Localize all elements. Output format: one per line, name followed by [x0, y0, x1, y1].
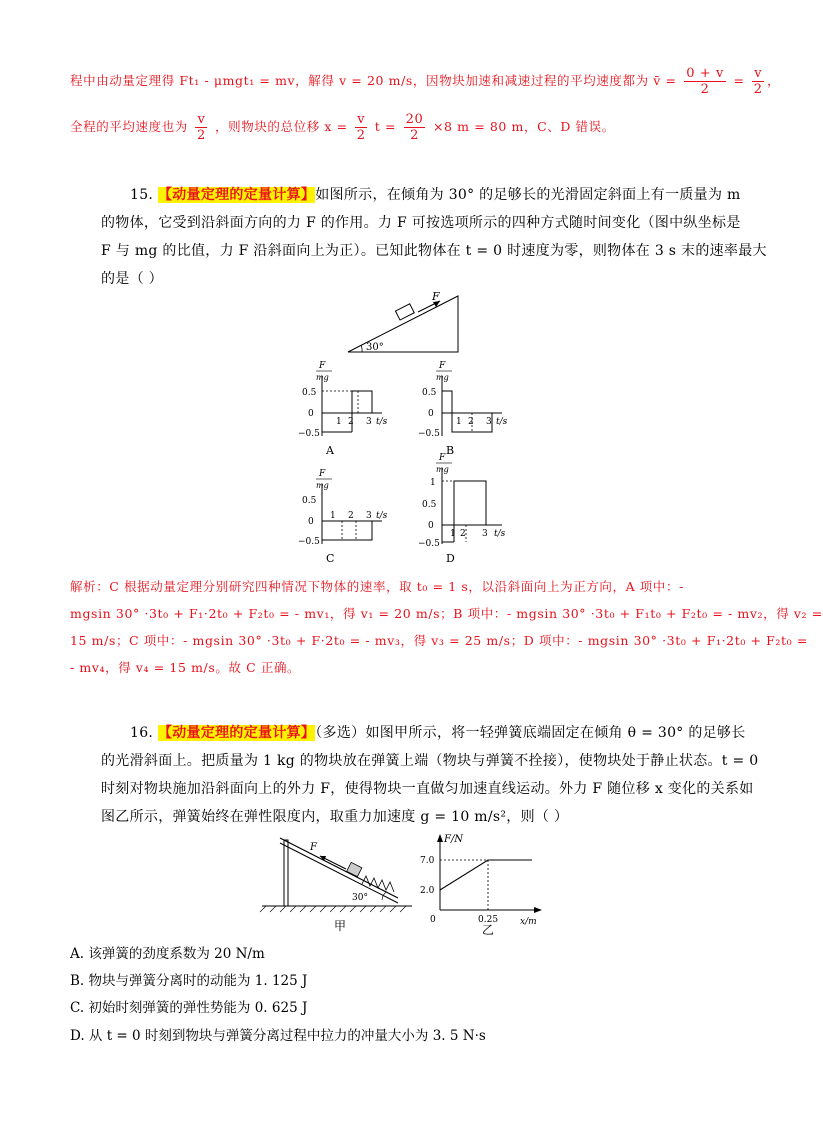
- tick-x: 2: [460, 529, 466, 539]
- fraction-numerator: 0 + v: [686, 66, 724, 81]
- equals-sign: =: [733, 73, 745, 88]
- prev-solution-line1-text: 程中由动量定理得 Ft₁ - μmgt₁ = mv，解得 v = 20 m/s，因物块加速和减速过程的平均速度都为: [70, 73, 649, 88]
- fraction-numerator: v: [197, 112, 206, 127]
- y-label-den: mg: [436, 373, 449, 382]
- tick-y: 0: [428, 521, 434, 531]
- angle-label: 30°: [352, 893, 368, 903]
- fig-label-yi: 乙: [482, 923, 495, 937]
- tick-y: 0.5: [422, 388, 437, 398]
- fraction-denominator: 2: [700, 82, 710, 97]
- tick-x: 2: [468, 417, 474, 427]
- prev-solution-line2: [70, 112, 615, 143]
- y-label-den: mg: [436, 465, 449, 474]
- incline-figure: [340, 290, 470, 358]
- q15-solution-line2: mgsin 30° ·3t₀ + F₁·2t₀ + F₂t₀ = - mv₁，得 v₁ = 20 m/s；B 项中：- mgsin 30° ·3t₀ + F₁t₀ + F₂t₀ = - mv₂，得 v₂ =: [70, 606, 823, 621]
- f-x-line: [440, 860, 532, 890]
- support-post: [284, 840, 288, 906]
- tick-x: 1: [330, 511, 336, 521]
- tick-y: −0.5: [418, 539, 440, 549]
- graph-label-c: C: [326, 552, 335, 565]
- tick-y: 1: [430, 478, 436, 488]
- fraction-numerator: 20: [405, 112, 424, 127]
- option-d: D. 从 t = 0 时刻到物块与弹簧分离过程中拉力的冲量大小为 3. 5 N·s: [70, 1028, 486, 1044]
- tick-x: 3: [482, 529, 488, 539]
- graph-b: [418, 361, 508, 457]
- q15-solution-line3: 15 m/s；C 项中：- mgsin 30° ·3t₀ + F·2t₀ = - mv₃，得 v₃ = 25 m/s；D 项中：- mgsin 30° ·3t₀ + F₁·2t₀ + F₂t₀ =: [70, 633, 808, 648]
- force-label: F: [310, 842, 317, 853]
- fig-yi: [418, 830, 558, 937]
- fraction-v-over-2: [355, 112, 367, 143]
- option-a: A. 该弹簧的劲度系数为 20 N/m: [70, 946, 265, 962]
- fig-label-jia: 甲: [334, 919, 347, 933]
- y-label-den: mg: [316, 481, 329, 490]
- q15-text-line2: 的物体，它受到沿斜面方向的力 F 的作用。力 F 可按选项所示的四种方式随时间变化（图中纵坐标是: [101, 215, 741, 231]
- prev-solution-line2-d: ×8 m = 80 m，C、D 错误。: [432, 119, 615, 134]
- y-label-num: F: [319, 361, 326, 371]
- q15-graphs: [290, 358, 530, 565]
- q15-text-line3: F 与 mg 的比值，力 F 沿斜面向上为正）。已知此物体在 t = 0 时速度为零，则物体在 3 s 末的速率最大: [101, 243, 767, 259]
- fraction-numerator: v: [357, 112, 366, 127]
- option-b: B. 物块与弹簧分离时的动能为 1. 125 J: [70, 973, 308, 989]
- fraction-20-over-2: [404, 112, 426, 143]
- q15-text-line4: 的是（ ）: [101, 271, 163, 287]
- fraction-v-over-2: [752, 66, 764, 97]
- tick-x: 2: [348, 417, 354, 427]
- prev-solution-line1: [70, 66, 780, 97]
- q15-text-line1: 如图所示，在倾角为 30° 的足够长的光滑固定斜面上有一质量为 m: [315, 187, 741, 203]
- angle-arc: [361, 345, 362, 352]
- tick-y: 0: [428, 409, 434, 419]
- tick-y: 0.5: [302, 388, 317, 398]
- force-label: F: [432, 290, 440, 303]
- option-c: C. 初始时刻弹簧的弹性势能为 0. 625 J: [70, 1000, 308, 1016]
- q15-line1: [130, 184, 741, 204]
- graph-label-a: A: [326, 444, 334, 457]
- tick-x: 3: [486, 417, 492, 427]
- tick-y-2: 2.0: [420, 886, 435, 896]
- origin-label: 0: [430, 915, 436, 925]
- x-axis-label: x/m: [520, 917, 537, 927]
- fraction-denominator: 2: [356, 128, 366, 143]
- q15-topic-tag: 【动量定理的定量计算】: [157, 187, 316, 203]
- q16-number: 16.: [130, 725, 154, 741]
- tick-y: 0.5: [302, 496, 317, 506]
- tick-y: −0.5: [418, 429, 440, 439]
- q16-text-line1: （多选）如图甲所示，将一轻弹簧底端固定在倾角 θ = 30° 的足够长: [315, 725, 746, 741]
- spring: [362, 876, 394, 892]
- tick-x: 1: [456, 417, 462, 427]
- prev-solution-line2-b: ，则物块的总位移 x =: [215, 119, 348, 134]
- tick-x-025: 0.25: [478, 915, 499, 925]
- q16-text-line3: 时刻对物块施加沿斜面向上的外力 F，使得物块一直做匀加速直线运动。外力 F 随位移 x 变化的关系如: [101, 781, 754, 797]
- y-label-num: F: [439, 361, 446, 371]
- graph-a: [298, 361, 388, 457]
- tick-x: 3: [366, 417, 372, 427]
- fraction-denominator: 2: [410, 128, 419, 143]
- x-unit: t/s: [496, 417, 508, 427]
- q16-text-line2: 的光滑斜面上。把质量为 1 kg 的物块放在弹簧上端（物块与弹簧不拴接），使物块处于静止状态。t = 0: [101, 753, 759, 769]
- graph-c: [298, 469, 388, 565]
- avg-velocity-symbol: v̄ =: [653, 73, 677, 88]
- y-label-num: F: [439, 453, 446, 463]
- tick-y: 0.5: [422, 500, 437, 510]
- fig-jia: [258, 834, 418, 934]
- fraction-denominator: 2: [753, 82, 763, 97]
- block: [347, 862, 362, 876]
- tick-x: 3: [366, 511, 372, 521]
- x-unit: t/s: [494, 529, 506, 539]
- graph-label-b: B: [446, 444, 455, 457]
- tick-y: −0.5: [298, 429, 320, 439]
- x-unit: t/s: [376, 511, 388, 521]
- graph-d: [418, 453, 506, 565]
- angle-label: 30°: [366, 342, 384, 353]
- x-unit: t/s: [376, 417, 388, 427]
- tick-x: 1: [336, 417, 342, 427]
- q15-solution-line1: 解析：C 根据动量定理分别研究四种情况下物体的速率，取 t₀ = 1 s，以沿斜面向上为正方向，A 项中：-: [70, 579, 684, 594]
- tick-x: 2: [348, 511, 354, 521]
- q16-line1: [130, 722, 746, 742]
- tick-y: 0: [308, 409, 314, 419]
- q16-text-line4: 图乙所示，弹簧始终在弹性限度内，取重力加速度 g = 10 m/s²，则（ ）: [101, 809, 569, 825]
- y-axis-label: F/N: [444, 834, 464, 845]
- incline-triangle: [348, 296, 458, 352]
- y-label-den: mg: [316, 373, 329, 382]
- tick-x: 1: [450, 529, 456, 539]
- q16-topic-tag: 【动量定理的定量计算】: [157, 725, 316, 741]
- fraction-0-plus-v-over-2: [684, 66, 726, 97]
- fraction-denominator: 2: [197, 128, 206, 143]
- comma: ，: [767, 73, 781, 88]
- block: [395, 304, 414, 320]
- q15-number: 15.: [130, 187, 154, 203]
- y-label-num: F: [319, 469, 326, 479]
- graph-label-d: D: [446, 552, 455, 565]
- graph-b-line: [442, 391, 492, 432]
- tick-y: 0: [308, 517, 314, 527]
- tick-y: −0.5: [298, 537, 320, 547]
- prev-solution-line2-c: t =: [374, 119, 397, 134]
- graph-c-line: [322, 521, 372, 540]
- prev-solution-line2-a: 全程的平均速度也为: [70, 119, 188, 134]
- tick-y-7: 7.0: [420, 856, 435, 866]
- fraction-v-over-2: [195, 112, 207, 143]
- incline-plank: [280, 838, 398, 898]
- fraction-numerator: v: [754, 66, 763, 81]
- q15-solution-line4: - mv₄，得 v₄ = 15 m/s。故 C 正确。: [70, 660, 301, 675]
